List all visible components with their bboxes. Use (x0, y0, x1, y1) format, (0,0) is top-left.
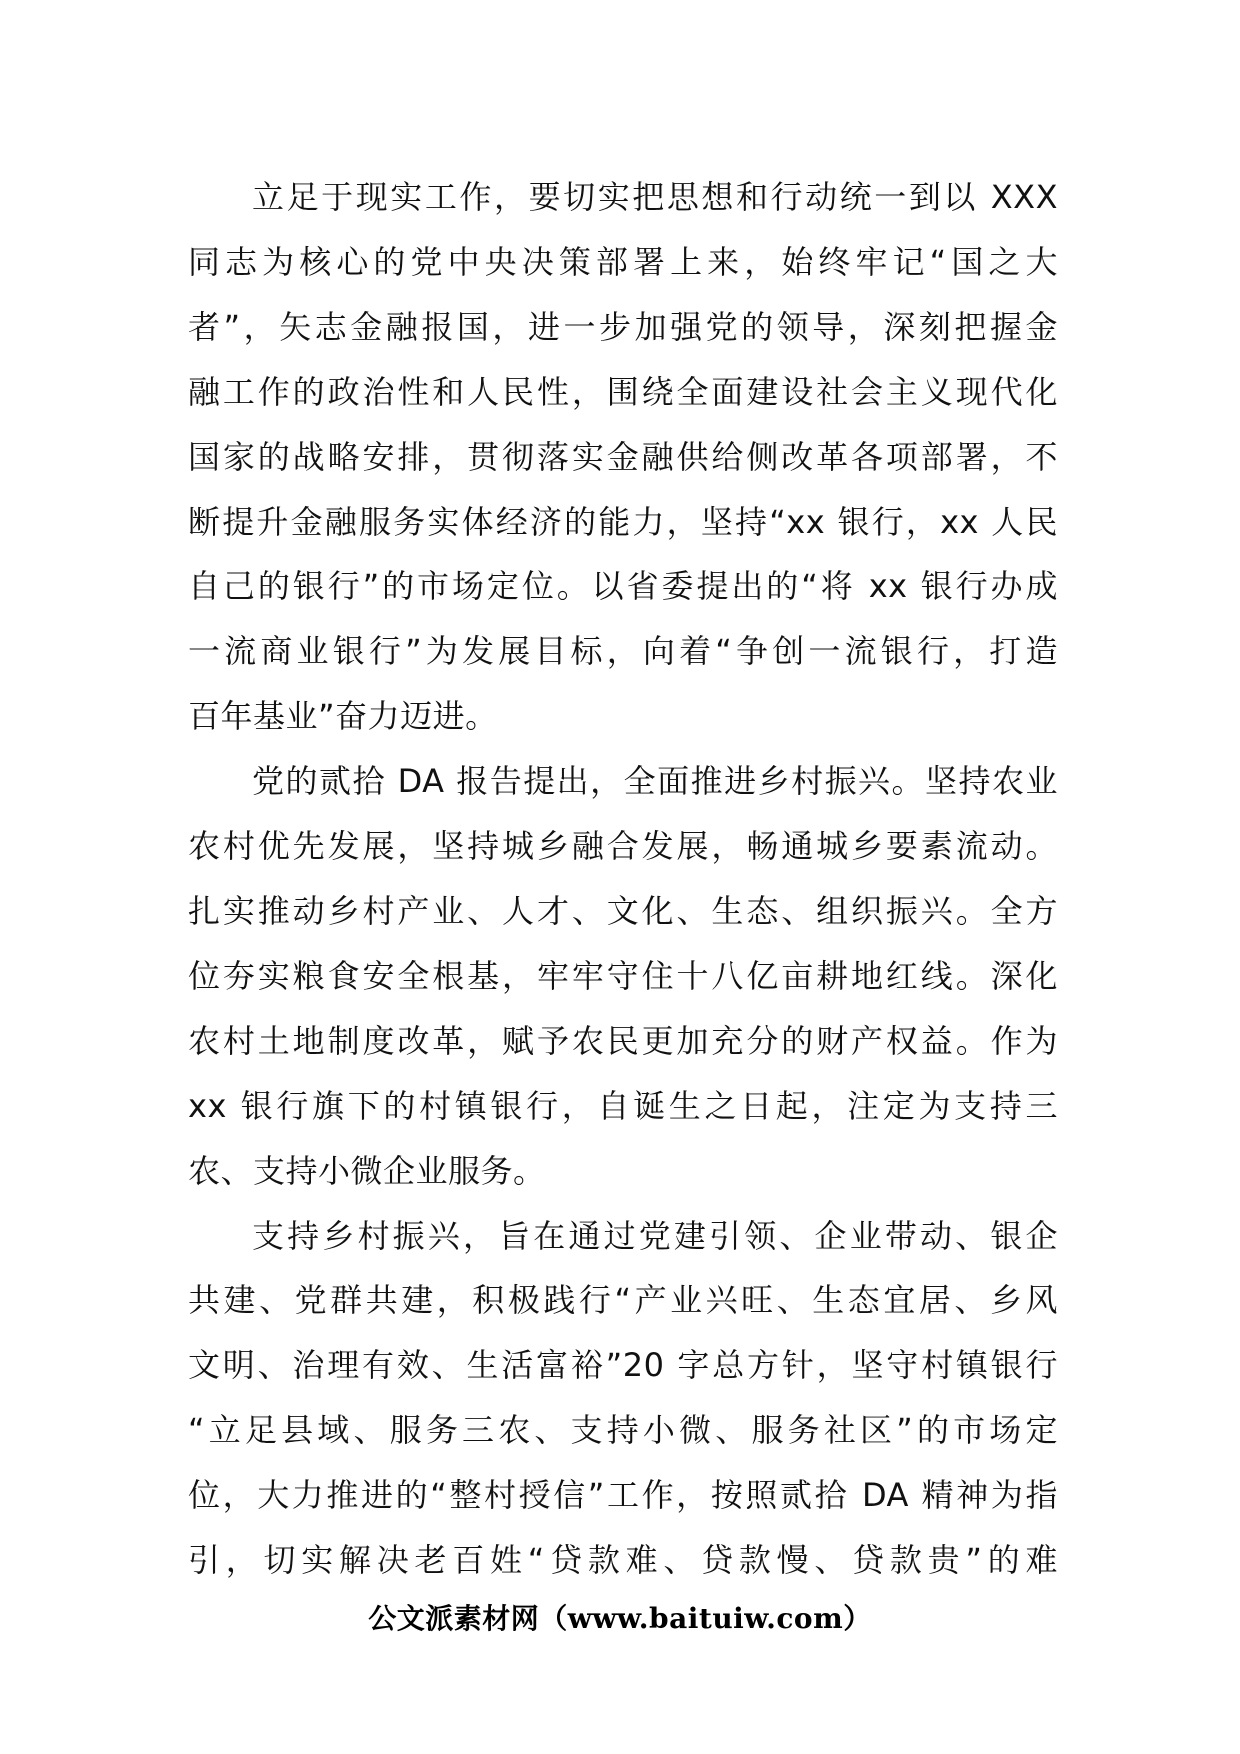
text-line: 立足于现实工作，要切实把思想和行动统一到以 XXX (252, 178, 1058, 216)
paragraph-1 (188, 165, 1058, 749)
paragraph-2 (188, 749, 1058, 1203)
text-line: 文明、治理有效、生活富裕”20 字总方针，坚守村镇银行 (188, 1346, 1058, 1385)
text-line: 支持乡村振兴，旨在通过党建引领、企业带动、银企 (252, 1216, 1058, 1255)
footer-source: 公文派素材网（www.baituiw.com） (368, 1602, 872, 1635)
document-body (188, 165, 1058, 1593)
text-line: 断提升金融服务实体经济的能力，坚持“xx 银行，xx 人民 (188, 502, 1058, 541)
text-line: 自己的银行”的市场定位。以省委提出的“将 xx 银行办成 (188, 567, 1058, 606)
text-line: 国家的战略安排，贯彻落实金融供给侧改革各项部署，不 (188, 437, 1058, 476)
text-line: xx 银行旗下的村镇银行，自诞生之日起，注定为支持三 (188, 1086, 1058, 1125)
text-line: 农、支持小微企业服务。 (188, 1151, 546, 1190)
text-line: 百年基业”奋力迈进。 (188, 697, 498, 736)
text-line: 位，大力推进的“整村授信”工作，按照贰拾 DA 精神为指 (188, 1476, 1058, 1515)
text-line: 位夯实粮食安全根基，牢牢守住十八亿亩耕地红线。深化 (188, 956, 1058, 995)
paragraph-3 (188, 1204, 1058, 1593)
text-line: 一流商业银行”为发展目标，向着“争创一流银行，打造 (188, 632, 1058, 671)
text-line: 农村土地制度改革，赋予农民更加充分的财产权益。作为 (188, 1021, 1058, 1060)
text-line: “立足县域、服务三农、支持小微、服务社区”的市场定 (188, 1411, 1058, 1450)
text-line: 融工作的政治性和人民性，围绕全面建设社会主义现代化 (188, 372, 1058, 411)
text-line: 共建、党群共建，积极践行“产业兴旺、生态宜居、乡风 (188, 1281, 1058, 1320)
text-line: 党的贰拾 DA 报告提出，全面推进乡村振兴。坚持农业 (252, 762, 1058, 801)
text-line: 同志为核心的党中央决策部署上来，始终牢记“国之大 (188, 242, 1058, 281)
text-line: 扎实推动乡村产业、人才、文化、生态、组织振兴。全方 (188, 891, 1058, 930)
text-line: 引，切实解决老百姓“贷款难、贷款慢、贷款贵”的难 (188, 1541, 1058, 1580)
text-line: 者”，矢志金融报国，进一步加强党的领导，深刻把握金 (188, 307, 1058, 346)
text-line: 农村优先发展，坚持城乡融合发展，畅通城乡要素流动。 (188, 827, 1058, 866)
